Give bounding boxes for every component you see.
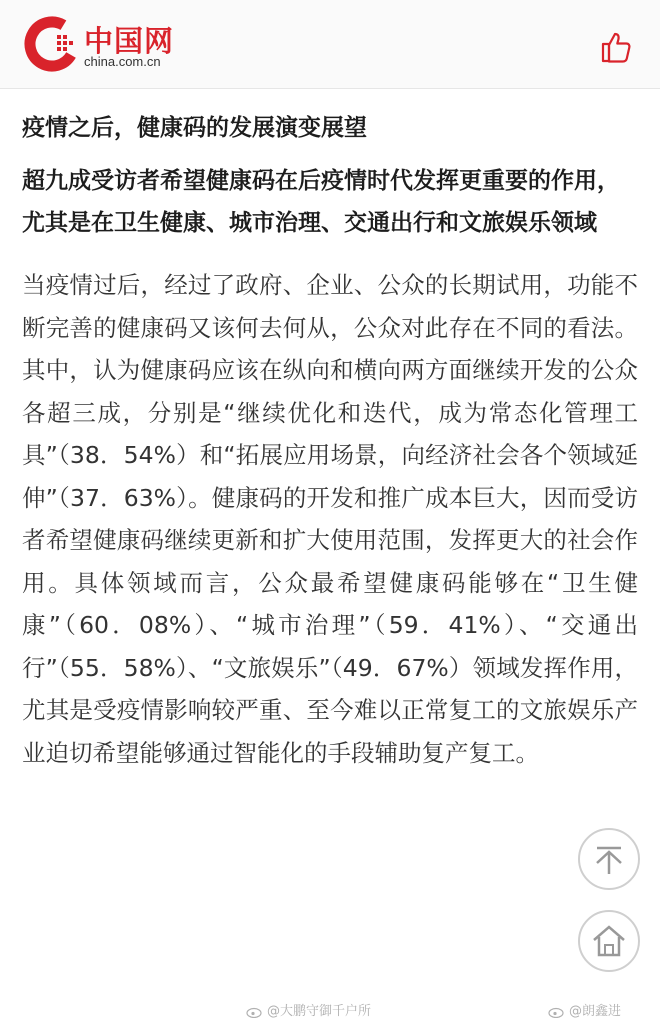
home-icon bbox=[580, 912, 638, 970]
watermark-right bbox=[548, 1000, 621, 1019]
article bbox=[22, 110, 638, 774]
brand-name: 中国网 bbox=[84, 24, 175, 58]
watermark-left bbox=[246, 1000, 371, 1019]
arrow-up-icon bbox=[580, 830, 638, 888]
article-body: 当疫情过后，经过了政府、企业、公众的长期试用，功能不断完善的健康码又该何去何从，公众对此存在不同的看法。其中，认为健康码应该在纵向和横向两方面继续开发的公众各超三成，分别是“继续优化和迭代，成为常态化管理工具”（38．54%）和“拓展应用场景，向经济社会各个领域延伸”（37．63%）。健康码的开发和推广成本巨大，因而受访者希望健康码继续更新和扩大使用范围，发挥更大的社会作用。具体领域而言，公众最希望健康码能够在“卫生健康”（60．08%）、“城市治理”（59．41%）、“交通出行”（55．58%）、“文旅娱乐”（49．67%）领域发挥作用，尤其是受疫情影响较严重、至今难以正常复工的文旅娱乐产业迫切希望能够通过智能化的手段辅助复产复工。 bbox=[22, 271, 638, 767]
home-button[interactable] bbox=[578, 910, 640, 972]
china-com-cn-logo-icon bbox=[24, 16, 80, 72]
watermark-right-text: @朗鑫进 bbox=[569, 1004, 622, 1019]
article-subtitle: 超九成受访者希望健康码在后疫情时代发挥更重要的作用，尤其是在卫生健康、城市治理、交通出行和文旅娱乐领域 bbox=[22, 168, 620, 236]
article-title: 疫情之后，健康码的发展演变展望 bbox=[22, 115, 367, 141]
site-logo[interactable] bbox=[24, 16, 204, 72]
thumbs-up-icon[interactable] bbox=[600, 30, 634, 64]
back-to-top-button[interactable] bbox=[578, 828, 640, 890]
weibo-icon bbox=[246, 1006, 264, 1018]
top-bar bbox=[0, 0, 660, 89]
watermark-left-text: @大鹏守御千户所 bbox=[267, 1004, 372, 1019]
weibo-icon bbox=[548, 1006, 566, 1018]
brand-url: china.com.cn bbox=[84, 54, 161, 69]
